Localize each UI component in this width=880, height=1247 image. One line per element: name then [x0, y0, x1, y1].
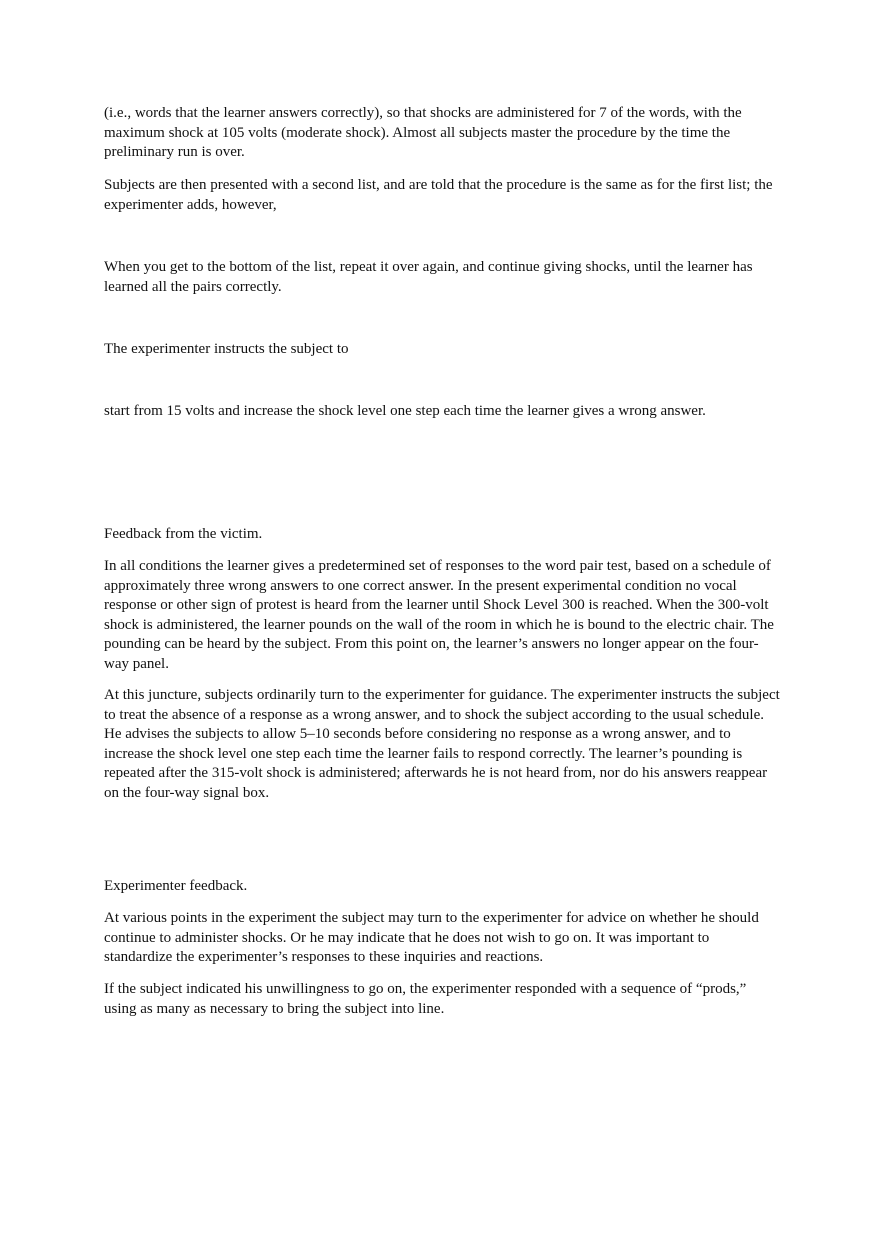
paragraph-second-list: Subjects are then presented with a second list, and are told that the procedure is the same as for the first list; the experimenter adds, however, [104, 177, 773, 213]
paragraph-advice-inquiries: At various points in the experiment the subject may turn to the experimenter for advice on whether he should continue to administer shocks. Or he may indicate that he does not wish to go on. It was important to standardize the experimenter’s responses to these inquiries and reactions. [104, 910, 759, 966]
paragraph-start-voltage: start from 15 volts and increase the shock level one step each time the learner gives a wrong answer. [104, 403, 706, 419]
paragraph-instructs-subject: The experimenter instructs the subject to [104, 341, 349, 357]
paragraph-instruction-quote: When you get to the bottom of the list, repeat it over again, and continue giving shocks, until the learner has learned all the pairs correctly. [104, 259, 753, 295]
paragraph-learner-responses: In all conditions the learner gives a predetermined set of responses to the word pair test, based on a schedule of approximately three wrong answers to one correct answer. In the present experimental condition no vocal response or other sign of protest is heard from the learner until Shock Level 300 is reached. When the 300-volt shock is administered, the learner pounds on the wall of the room in which he is bound to the electric chair. The pounding can be heard by the subject. From this point on, the learner’s answers no longer appear on the four-way panel. [104, 558, 774, 672]
section-heading-experimenter-feedback: Experimenter feedback. [104, 878, 248, 894]
paragraph-prods: If the subject indicated his unwillingness to go on, the experimenter responded with a sequence of “prods,” using as many as necessary to bring the subject into line. [104, 981, 747, 1017]
section-heading-victim-feedback: Feedback from the victim. [104, 526, 263, 542]
paragraph-preliminary-run: (i.e., words that the learner answers correctly), so that shocks are administered for 7 of the words, with the maximum shock at 105 volts (moderate shock). Almost all subjects master the procedure by the time the preliminary run is over. [104, 105, 742, 161]
paragraph-juncture-guidance: At this juncture, subjects ordinarily turn to the experimenter for guidance. The experimenter instructs the subject to treat the absence of a response as a wrong answer, and to shock the subject according to the usual schedule. He advises the subjects to allow 5–10 seconds before considering no response as a wrong answer, and to increase the shock level one step each time the learner fails to respond correctly. The learner’s pounding is repeated after the 315-volt shock is administered; afterwards he is not heard from, nor do his answers reappear on the four-way signal box. [104, 687, 780, 801]
